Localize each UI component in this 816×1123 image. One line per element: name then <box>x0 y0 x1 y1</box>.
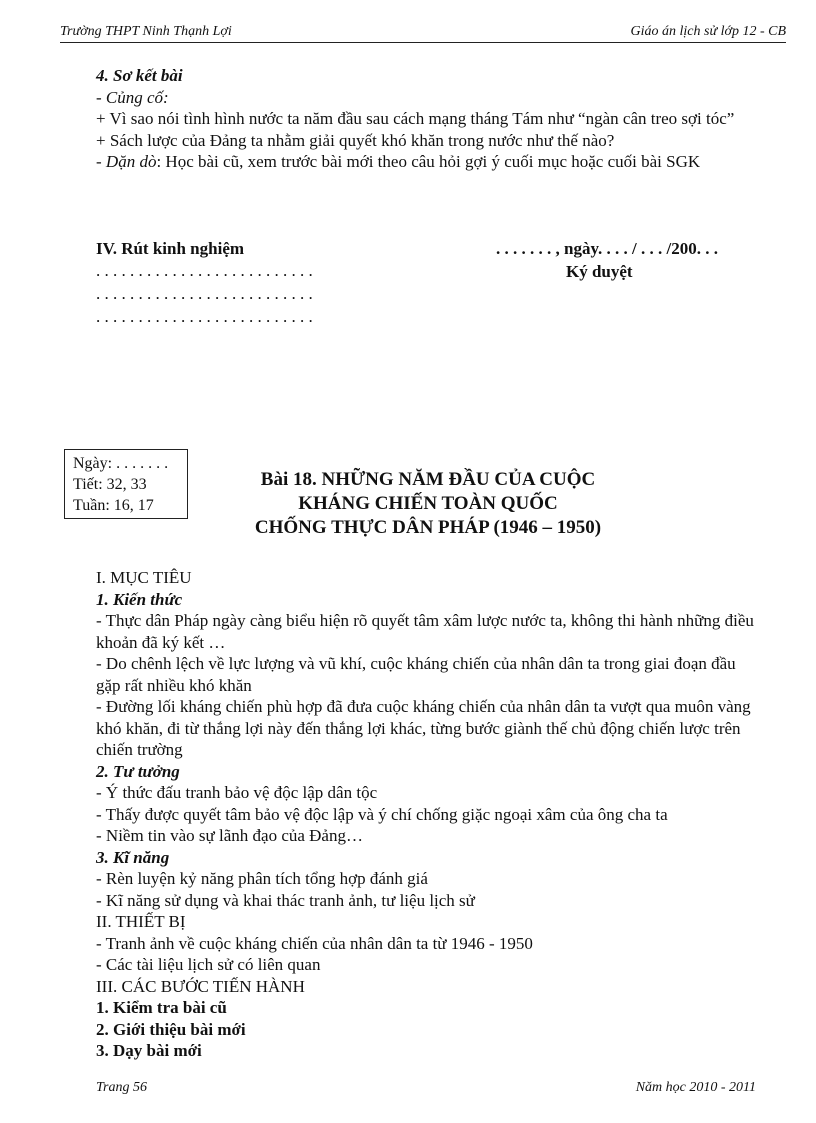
lesson-date: Ngày: . . . . . . . <box>73 455 169 472</box>
question-2: + Sách lược của Đảng ta nhằm giải quyết khó khăn trong nước như thế nào? <box>96 130 615 150</box>
review-dots-2: . . . . . . . . . . . . . . . . . . . . . . . . . . <box>96 284 313 303</box>
thought-item: - Ý thức đấu tranh bảo vệ độc lập dân tộc <box>96 783 378 802</box>
lesson-title <box>190 468 666 540</box>
skills-item: - Rèn luyện kỷ năng phân tích tổng hợp đánh giá <box>96 869 428 888</box>
thought-heading: 2. Tư tưởng <box>96 761 180 781</box>
homework-text: : Học bài cũ, xem trước bài mới theo câu hỏi gợi ý cuối mục hoặc cuối bài SGK <box>156 152 701 171</box>
page-number: Trang 56 <box>96 1080 147 1095</box>
approval-label: Ký duyệt <box>566 262 633 281</box>
thought-item: - Thấy được quyết tâm bảo vệ độc lập và ý chí chống giặc ngoại xâm của ông cha ta <box>96 804 668 824</box>
question-1: + Vì sao nói tình hình nước ta năm đầu sau cách mạng tháng Tám như “ngàn cân treo sợi tóc” <box>96 109 735 128</box>
lesson-title-line-3: CHỐNG THỰC DÂN PHÁP (1946 – 1950) <box>254 517 602 538</box>
lesson-periods: Tiết: 32, 33 <box>73 476 147 493</box>
header-subject: Giáo án lịch sử lớp 12 - CB <box>630 24 786 39</box>
school-year: Năm học 2010 - 2011 <box>635 1080 756 1095</box>
knowledge-item: - Do chênh lệch về lực lượng và vũ khí, cuộc kháng chiến của nhân dân ta trong giai đoạn đầu gặp rất nhiều khó khăn <box>96 654 736 695</box>
step-item: 2. Giới thiệu bài mới <box>96 1019 246 1039</box>
objectives-heading: I. MỤC TIÊU <box>96 568 192 587</box>
equipment-item: - Các tài liệu lịch sử có liên quan <box>96 955 321 974</box>
review-dots-1: . . . . . . . . . . . . . . . . . . . . . . . . . . <box>96 261 313 280</box>
thought-item: - Niềm tin vào sự lãnh đạo của Đảng… <box>96 826 363 845</box>
knowledge-item: - Đường lối kháng chiến phù hợp đã đưa cuộc kháng chiến của nhân dân ta vượt qua muôn vàng khó khăn, đi từ thắng lợi này đến thắng lợi khác, từng bước giành thế chủ động chiến lược trên chiến trường <box>96 697 751 759</box>
skills-heading: 3. Kĩ năng <box>96 847 170 867</box>
skills-item: - Kĩ năng sử dụng và khai thác tranh ảnh, tư liệu lịch sử <box>96 890 475 910</box>
lesson-title-line-1: Bài 18. NHỮNG NĂM ĐẦU CỦA CUỘC <box>260 469 596 490</box>
step-item: 3. Dạy bài mới <box>96 1041 202 1060</box>
review-dots-3: . . . . . . . . . . . . . . . . . . . . . . . . . . <box>96 307 313 326</box>
lesson-body <box>96 567 756 1062</box>
homework <box>96 151 756 173</box>
step-item: 1. Kiểm tra bài cũ <box>96 998 227 1017</box>
homework-label: - Dặn dò <box>96 152 157 171</box>
lesson-title-line-2: KHÁNG CHIẾN TOÀN QUỐC <box>298 493 558 514</box>
page-header <box>60 22 786 43</box>
steps-heading: III. CÁC BƯỚC TIẾN HÀNH <box>96 976 305 996</box>
knowledge-heading: 1. Kiến thức <box>96 589 183 609</box>
equipment-heading: II. THIẾT BỊ <box>96 912 186 931</box>
lesson-info-box <box>64 449 188 519</box>
header-school: Trường THPT Ninh Thạnh Lợi <box>60 24 232 39</box>
summary-section <box>96 65 756 173</box>
summary-heading: 4. Sơ kết bài <box>96 66 183 85</box>
date-line: . . . . . . . , ngày. . . . / . . . /200. . . <box>496 239 718 258</box>
review-heading: IV. Rút kinh nghiệm <box>96 239 245 258</box>
equipment-item: - Tranh ảnh về cuộc kháng chiến của nhân dân ta từ 1946 - 1950 <box>96 933 533 953</box>
knowledge-item: - Thực dân Pháp ngày càng biểu hiện rõ quyết tâm xâm lược nước ta, không thi hành những điều khoản đã ký kết … <box>96 611 754 652</box>
consolidate-label: - Củng cố: <box>96 87 169 107</box>
lesson-weeks: Tuần: 16, 17 <box>73 497 154 514</box>
